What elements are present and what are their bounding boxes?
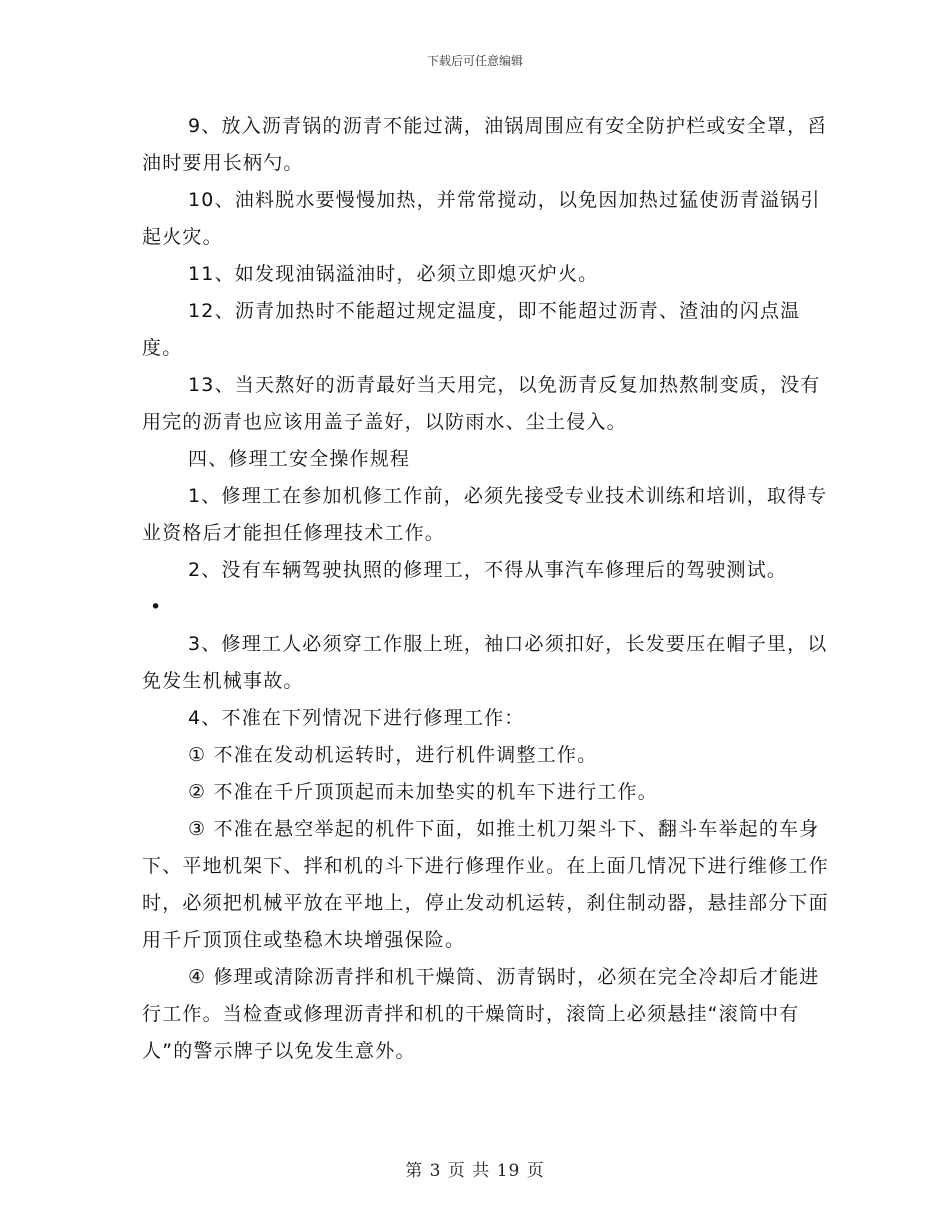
sub-item-circle-2: ② 不准在千斤顶顶起而未加垫实的机车下进行工作。 bbox=[188, 781, 658, 803]
page-footer: 第 3 页 共 19 页 bbox=[405, 1161, 545, 1181]
paragraph-item-2: 2、没有车辆驾驶执照的修理工，不得从事汽车修理后的驾驶测试。 bbox=[188, 559, 788, 581]
paragraph-item-9: 9、放入沥青锅的沥青不能过满，油锅周围应有安全防护栏或安全罩，舀油时要用长柄勺。 bbox=[142, 115, 828, 174]
bullet-dot: • bbox=[150, 596, 163, 618]
section-heading-four: 四、修理工安全操作规程 bbox=[188, 448, 411, 470]
paragraph-item-3: 3、修理工人必须穿工作服上班，袖口必须扣好，长发要压在帽子里，以免发生机械事故。 bbox=[142, 633, 828, 692]
sub-item-circle-3: ③ 不准在悬空举起的机件下面，如推土机刀架斗下、翻斗车举起的车身下、平地机架下、拌和机的斗下进行修理作业。在上面几情况下进行维修工作时，必须把机械平放在平地上，停止发动机运转，刹住制动器，悬挂部分下面用千斤顶顶住或垫稳木块增强保险。 bbox=[142, 818, 829, 951]
paragraph-item-12: 12、沥青加热时不能超过规定温度，即不能超过沥青、渣油的闪点温度。 bbox=[142, 300, 801, 359]
document-body bbox=[142, 108, 832, 1070]
paragraph-item-1: 1、修理工在参加机修工作前，必须先接受专业技术训练和培训，取得专业资格后才能担任修理技术工作。 bbox=[142, 485, 828, 544]
paragraph-item-4: 4、不准在下列情况下进行修理工作： bbox=[188, 707, 525, 729]
paragraph-item-13: 13、当天熬好的沥青最好当天用完，以免沥青反复加热熬制变质，没有用完的沥青也应该用盖子盖好，以防雨水、尘土侵入。 bbox=[142, 374, 821, 433]
paragraph-item-11: 11、如发现油锅溢油时，必须立即熄灭炉火。 bbox=[188, 263, 599, 285]
sub-item-circle-1: ① 不准在发动机运转时，进行机件调整工作。 bbox=[188, 744, 598, 766]
page-header: 下载后可任意编辑 bbox=[426, 54, 523, 68]
sub-item-circle-4: ④ 修理或清除沥青拌和机干燥筒、沥青锅时，必须在完全冷却后才能进行工作。当检查或修理沥青拌和机的干燥筒时，滚筒上必须悬挂“滚筒中有人”的警示牌子以免发生意外。 bbox=[142, 966, 820, 1062]
paragraph-item-10: 10、油料脱水要慢慢加热，并常常搅动，以免因加热过猛使沥青溢锅引起火灾。 bbox=[142, 189, 821, 248]
